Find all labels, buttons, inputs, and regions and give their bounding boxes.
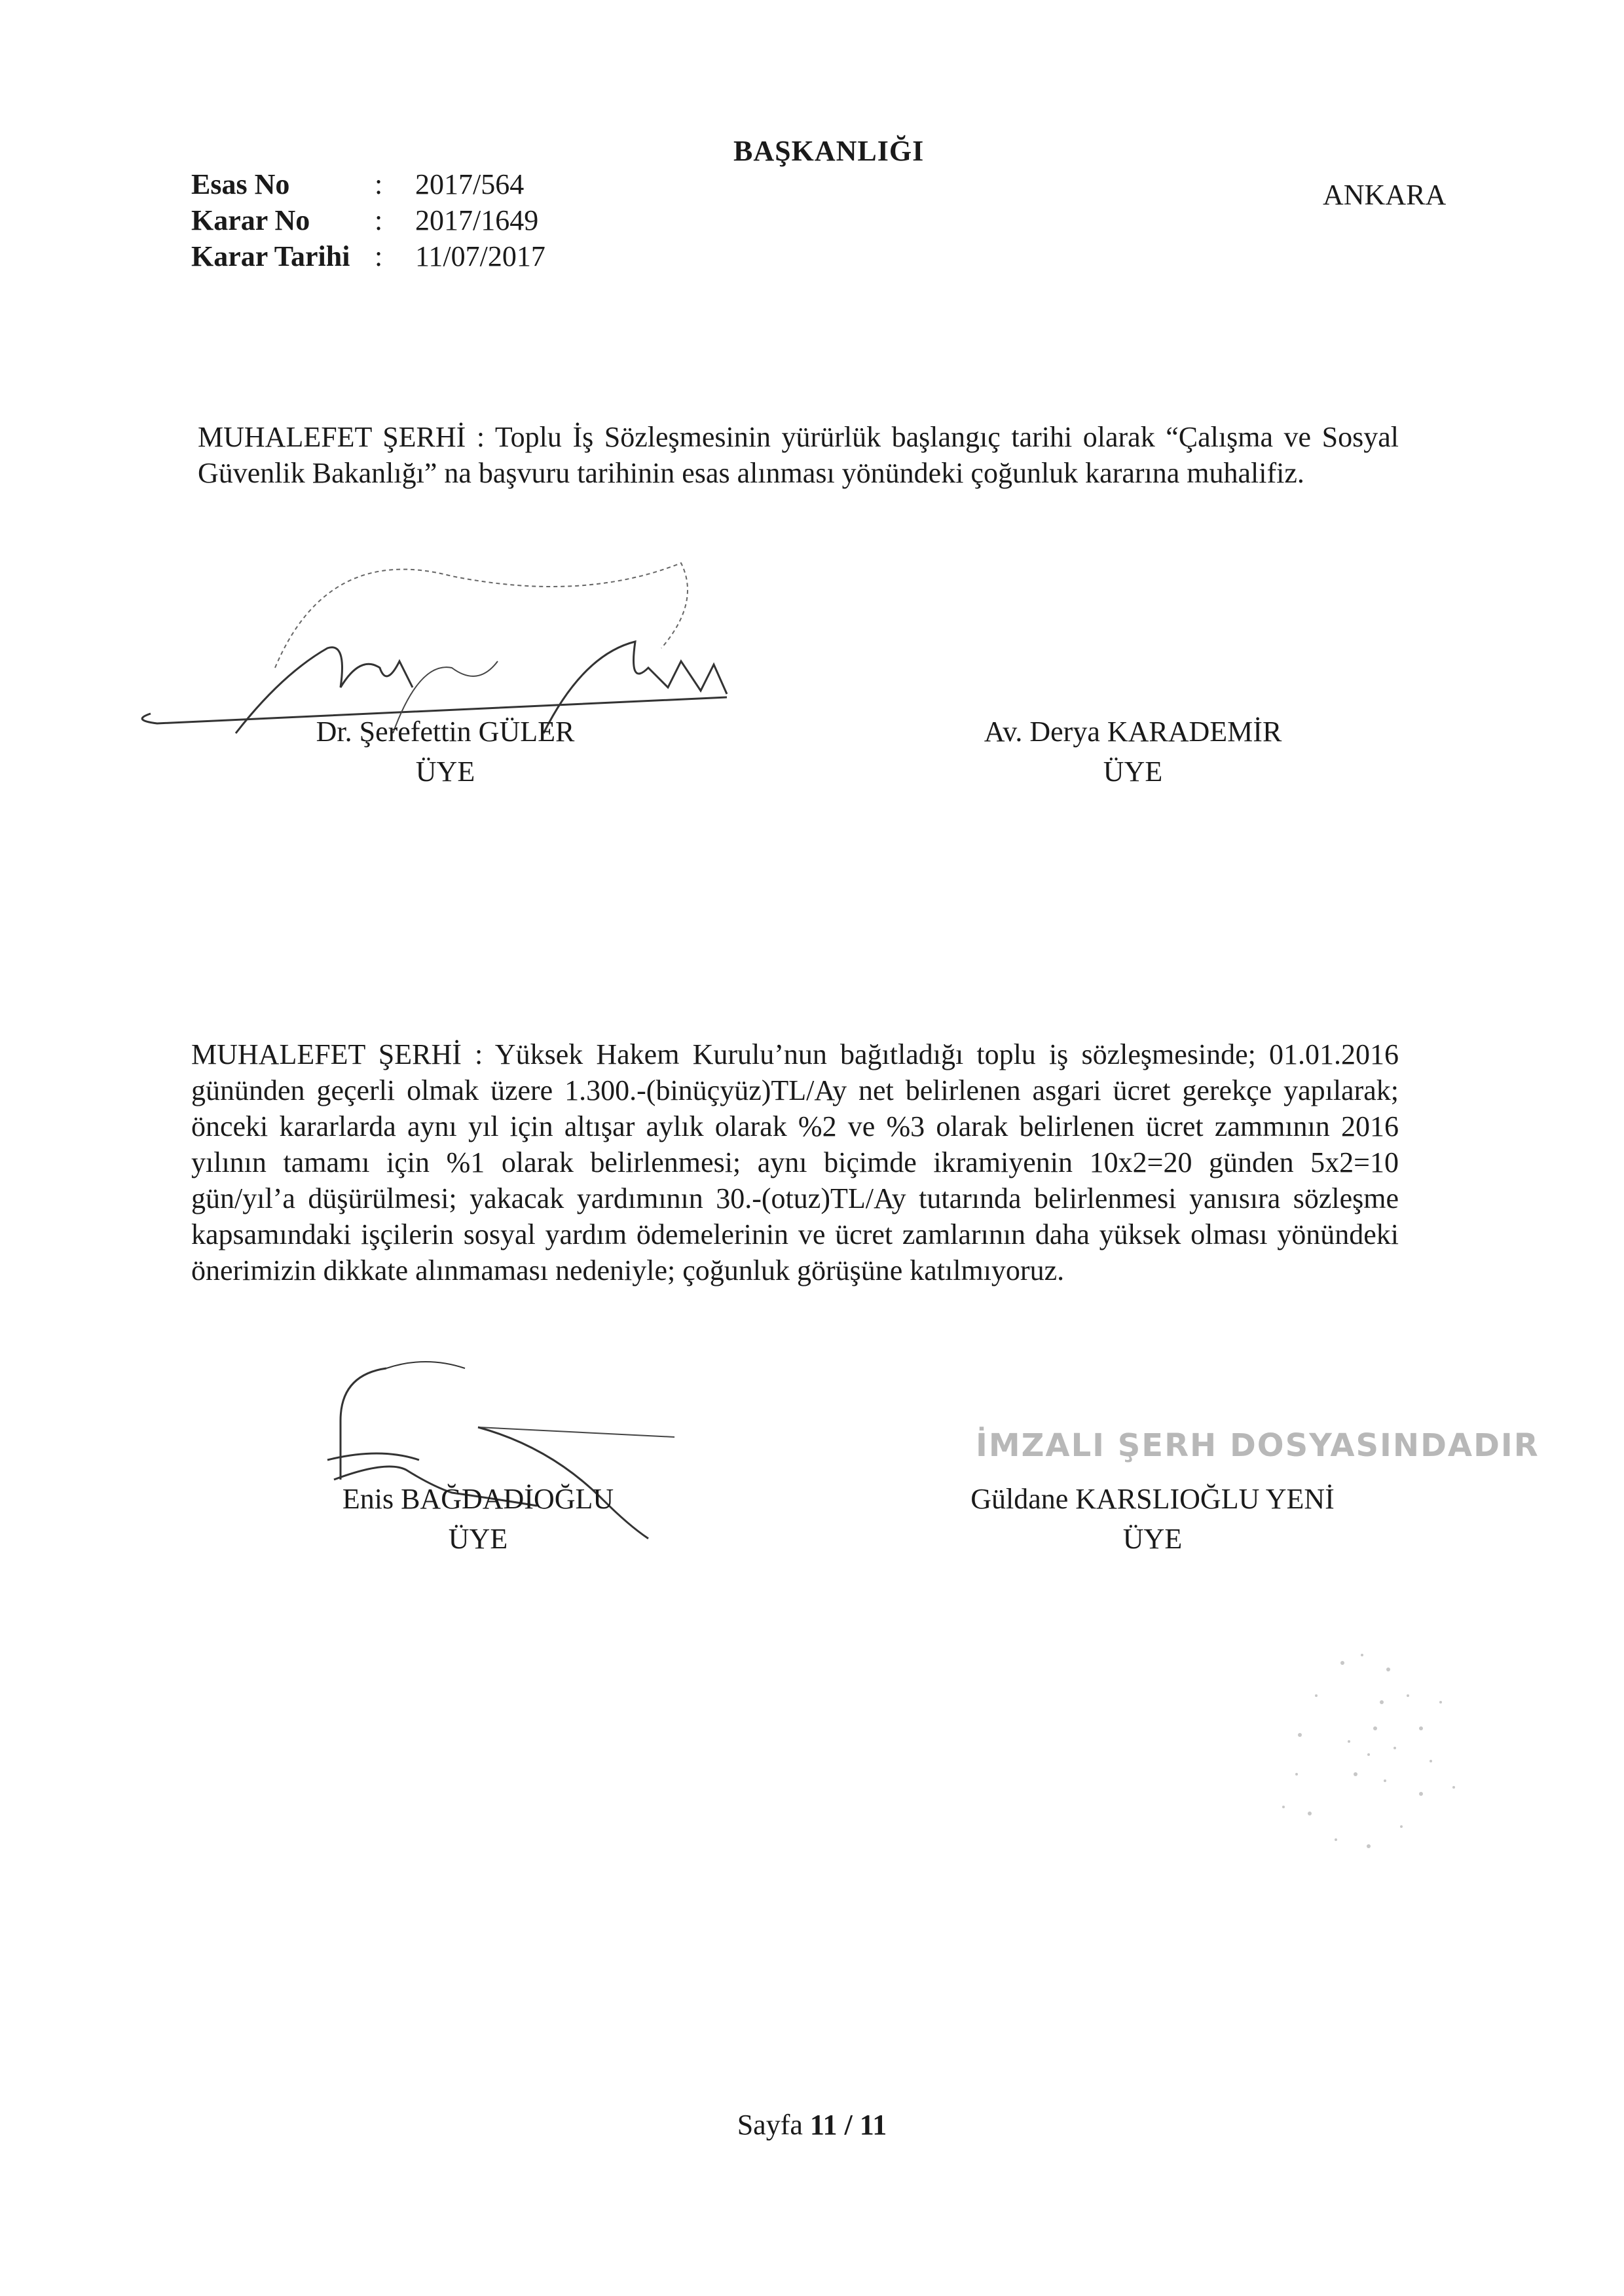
- decision-number-row: [191, 204, 538, 237]
- city-name: ANKARA: [1323, 179, 1447, 211]
- decision-number-label: Karar No: [191, 204, 310, 236]
- handwritten-signature-bagdadioglu: [301, 1349, 707, 1545]
- page-word: Sayfa: [737, 2109, 803, 2141]
- decision-date-value: 11/07/2017: [415, 240, 545, 272]
- decision-date-row: [191, 240, 545, 273]
- decision-date-label: Karar Tarihi: [191, 240, 350, 272]
- office-title: BAŞKANLIĞI: [733, 135, 925, 167]
- decision-number-separator: :: [375, 204, 383, 236]
- signatory-3-name: Enis BAĞDADİOĞLU: [342, 1483, 614, 1515]
- case-number-value: 2017/564: [415, 168, 525, 200]
- signatory-4-name: Güldane KARSLIOĞLU YENİ: [970, 1483, 1335, 1515]
- page-indicator: [694, 2108, 930, 2141]
- signed-copy-stamp: İMZALI ŞERH DOSYASINDADIR: [976, 1427, 1540, 1464]
- page-separator: /: [844, 2109, 853, 2141]
- dissent-opinion-1: MUHALEFET ŞERHİ : Toplu İş Sözleşmesinin yürürlük başlangıç tarihi olarak “Çalışma ve Sosyal Güvenlik Bakanlığı” na başvuru tarihinin esas alınması yönündeki çoğunluk kararına muhalifiz.: [198, 421, 1399, 489]
- case-number-row: [191, 168, 524, 201]
- signatory-4-title: ÜYE: [1122, 1523, 1183, 1555]
- dissent-opinion-2: MUHALEFET ŞERHİ : Yüksek Hakem Kurulu’nun bağıtladığı toplu iş sözleşmesinde; 01.01.2016 gününden geçerli olmak üzere 1.300.-(binüçyüz)TL/Ay net belirlenen asgari ücret gerekçe yapılarak; önceki kararlarda aynı yıl için altışar aylık olarak %2 ve %3 olarak belirlenen ücret zammının 2016 yılının tamamı için %1 olarak belirlenmesi; aynı biçimde ikramiyenin 10x2=20 günden 5x2=10 gün/yıl’a düşürülmesi; yakacak yardımının 30.-(otuz)TL/Ay tutarında belirlenmesi yanısıra sözleşme kapsamındaki işçilerin sosyal yardım ödemelerinin ve ücret zamlarının daha yüksek olması yönündeki önerimizin dikkate alınmaması nedeniyle; çoğunluk görüşüne katılmıyoruz.: [191, 1038, 1399, 1286]
- signatory-1-title: ÜYE: [415, 756, 475, 788]
- page-number: 11: [809, 2109, 838, 2141]
- signatory-2-title: ÜYE: [1103, 756, 1163, 788]
- faint-seal-icon: [1244, 1624, 1493, 1899]
- signatory-1-name: Dr. Şerefettin GÜLER: [316, 716, 575, 748]
- decision-date-separator: :: [375, 240, 383, 272]
- case-number-label: Esas No: [191, 168, 290, 200]
- signatory-3-title: ÜYE: [448, 1523, 508, 1555]
- signatory-2-name: Av. Derya KARADEMİR: [984, 716, 1282, 748]
- decision-number-value: 2017/1649: [415, 204, 539, 236]
- page-total: 11: [859, 2109, 887, 2141]
- case-number-separator: :: [375, 168, 383, 200]
